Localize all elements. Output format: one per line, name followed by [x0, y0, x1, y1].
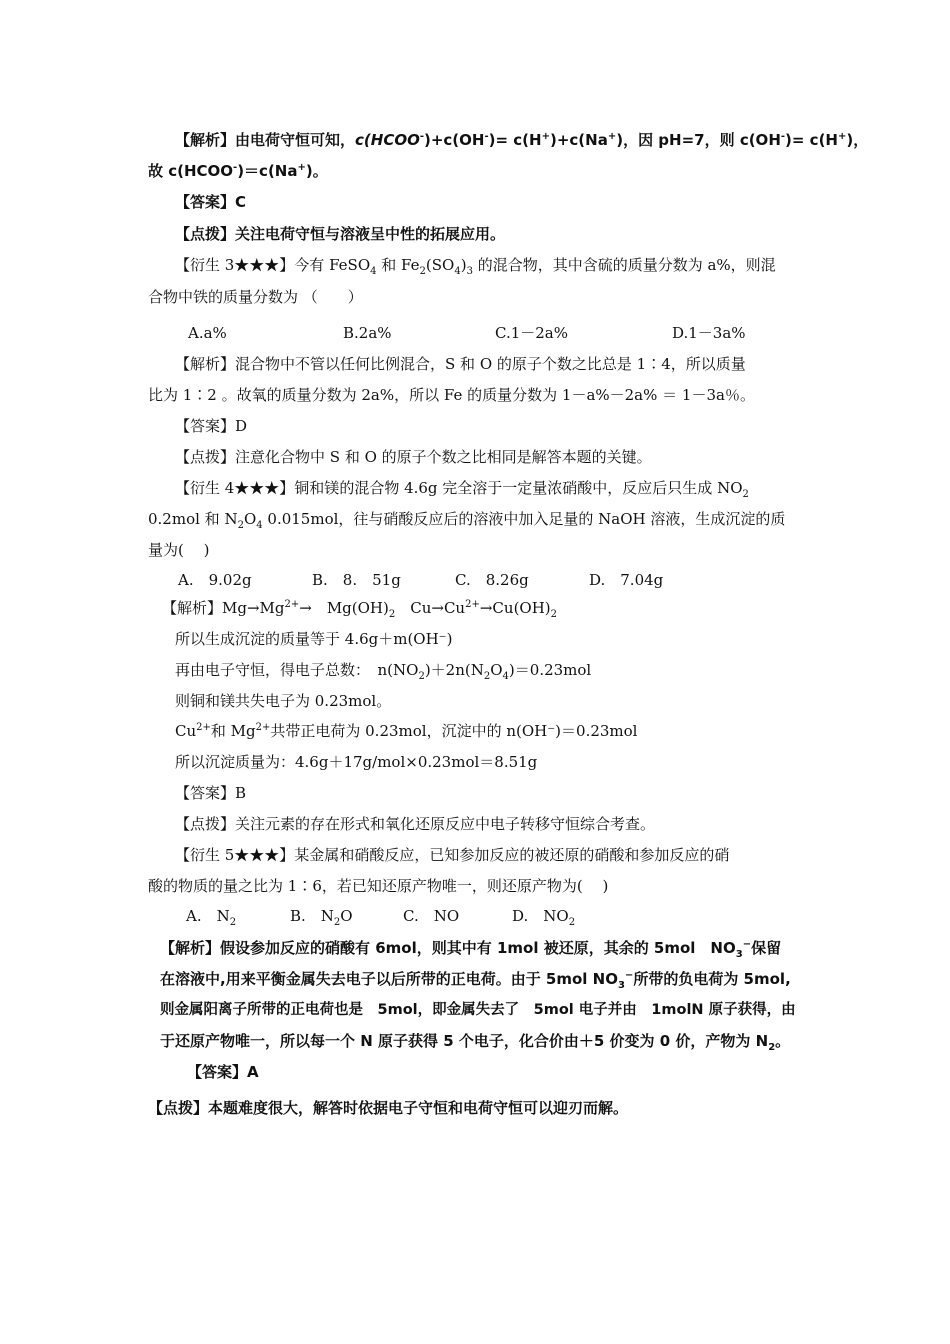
- q4-option-c: C. 8.26g: [455, 571, 529, 589]
- q4-options: [0, 570, 950, 590]
- eq-sup: +: [607, 131, 617, 142]
- q5-stem-line2: 酸的物质的量之比为 1∶6，若已知还原产物唯一，则还原产物为( ): [148, 877, 609, 895]
- q4-an-part: → Mg(OH): [299, 599, 389, 617]
- sec1-answer: 【答案】C: [175, 193, 247, 211]
- q4-option-b: B. 8. 51g: [312, 571, 401, 589]
- q4-stem-part: 0.015mol，往与硝酸反应后的溶液中加入足量的 NaOH 溶液，生成沉淀的质: [262, 510, 786, 528]
- q4-an-part: 和 Mg: [210, 722, 256, 740]
- q4-analysis-line6: 所以沉淀质量为：4.6g＋17g/mol×0.23mol＝8.51g: [175, 753, 538, 771]
- q3-stem-part: 【衍生 3★★★】今有 FeSO: [175, 256, 371, 274]
- eq-part: )。: [305, 162, 328, 180]
- q5-options: [0, 906, 950, 926]
- q5-answer: 【答案】A: [187, 1063, 259, 1081]
- q3-sub: 4: [454, 266, 461, 277]
- q3-option-a: A.a%: [188, 324, 227, 342]
- q5-analysis-line2: [160, 969, 791, 989]
- sec1-analysis-line2: [148, 161, 328, 181]
- q5-analysis-line1: [160, 938, 781, 958]
- q3-sub: 2: [419, 266, 426, 277]
- eq-part: )= c(H: [785, 131, 838, 149]
- q3-sub: 4: [370, 266, 377, 277]
- q4-an-part: )＝0.23mol: [508, 661, 592, 679]
- sec1-analysis-label: 【解析】由电荷守恒可知，: [175, 131, 356, 149]
- q5-analysis-line3: 则金属阳离子所带的正电荷也是 5mol，即金属失去了 5mol 电子并由 1molN 原子获得，由: [160, 1002, 796, 1018]
- q4-tip: 【点拨】关注元素的存在形式和氧化还原反应中电子转移守恒综合考查。: [175, 815, 656, 833]
- q3-option-c: C.1－2a%: [495, 324, 568, 342]
- q3-stem-part: (SO: [425, 256, 455, 274]
- q3-stem-part: 的混合物，其中含硫的质量分数为 a%，则混: [472, 256, 776, 274]
- q4-analysis-line5: [175, 721, 637, 741]
- q4-an-part: O: [490, 661, 503, 679]
- eq-sup: -: [419, 131, 424, 142]
- q5-opt-text: O: [340, 907, 353, 925]
- q5-sup: −: [624, 970, 634, 981]
- q4-sub: 2: [418, 671, 425, 682]
- q5-option-c: C. NO: [403, 907, 460, 925]
- q4-analysis-line3: [175, 660, 591, 680]
- q3-option-b: B.2a%: [343, 324, 392, 342]
- q4-sub: 2: [237, 520, 244, 531]
- sec1-tip: 【点拨】关注电荷守恒与溶液呈中性的拓展应用。: [175, 225, 506, 243]
- q4-an-part: Cu→Cu: [395, 599, 466, 617]
- q3-options: [0, 323, 950, 343]
- q4-answer: 【答案】B: [175, 784, 247, 802]
- q4-sub: 2: [483, 671, 491, 682]
- q3-sub: 3: [466, 266, 473, 277]
- eq-part: )+c(OH: [423, 131, 485, 149]
- eq-part: )+c(Na: [549, 131, 608, 149]
- q4-stem-line1: [175, 478, 749, 498]
- q3-stem-line2: 合物中铁的质量分数为 （ ）: [148, 288, 363, 306]
- q5-sub: 2: [568, 917, 576, 928]
- q4-an-part: 【解析】Mg→Mg: [162, 599, 285, 617]
- q4-an-part: Cu: [175, 722, 197, 740]
- q4-stem-part: 【衍生 4★★★】铜和镁的混合物 4.6g 完全溶于一定量浓硝酸中，反应后只生成 NO: [175, 479, 743, 497]
- q4-option-d: D. 7.04g: [589, 571, 664, 589]
- q5-tip: 【点拨】本题难度很大，解答时依据电子守恒和电荷守恒可以迎刃而解。: [148, 1099, 629, 1117]
- eq-part: 故 c(HCOO: [148, 162, 234, 180]
- q5-sub: 2: [768, 1042, 776, 1053]
- q4-option-a: A. 9.02g: [178, 571, 252, 589]
- eq-part: )，: [846, 131, 869, 149]
- q4-an-part: →Cu(OH): [479, 599, 551, 617]
- q5-sub: 3: [617, 980, 625, 991]
- q5-an-part: 。: [775, 1032, 791, 1050]
- q5-option-b: [290, 906, 353, 926]
- q4-stem-part: O: [243, 510, 257, 528]
- q4-analysis-line4: 则铜和镁共失电子为 0.23mol。: [175, 692, 392, 710]
- q5-sub: 3: [735, 949, 743, 960]
- q3-stem-line1: [175, 255, 776, 275]
- eq-sup: +: [837, 131, 847, 142]
- eq-sup: +: [297, 162, 306, 173]
- q4-sub: 2: [550, 609, 558, 620]
- q3-option-d: D.1－3a%: [672, 324, 746, 342]
- eq-part: c(HCOO: [355, 131, 420, 149]
- eq-sup: -: [484, 131, 489, 142]
- eq-sup: -: [780, 131, 786, 142]
- q3-answer: 【答案】D: [175, 417, 248, 435]
- q4-stem-line3: 量为( ): [148, 541, 210, 559]
- q3-stem-part: ): [460, 256, 467, 274]
- q4-sub: 2: [742, 489, 749, 500]
- q4-sup: 2+: [465, 599, 480, 610]
- q4-stem-line2: [148, 509, 785, 529]
- q4-an-part: 共带正电荷为 0.23mol，沉淀中的 n(OH⁻)＝0.23mol: [270, 722, 638, 740]
- q5-opt-text: A. N: [186, 907, 230, 925]
- q5-opt-text: D. NO: [512, 907, 569, 925]
- q3-stem-part: 和 Fe: [376, 256, 420, 274]
- q5-option-d: [512, 906, 575, 926]
- q4-sup: 2+: [255, 722, 271, 733]
- q3-analysis-line2: 比为 1∶2 。故氧的质量分数为 2a%，所以 Fe 的质量分数为 1－a%－2a% ＝ 1－3a％。: [148, 386, 755, 404]
- q5-analysis-line4: [160, 1031, 790, 1051]
- q4-sup: 2+: [284, 599, 300, 610]
- eq-part: )＝c(Na: [237, 162, 298, 180]
- eq-part: )= c(H: [488, 131, 542, 149]
- q5-an-part: 【解析】假设参加反应的硝酸有 6mol，则其中有 1mol 被还原，其余的 5mol NO: [160, 939, 736, 957]
- q5-sub: 2: [333, 917, 341, 928]
- q5-option-a: [186, 906, 236, 926]
- q5-an-part: 所带的负电荷为 5mol,: [633, 970, 791, 988]
- q5-stem-line1: 【衍生 5★★★】某金属和硝酸反应，已知参加反应的被还原的硝酸和参加反应的硝: [175, 846, 730, 864]
- eq-part: )，因 pH=7，则 c(OH: [616, 131, 781, 149]
- q4-stem-part: 0.2mol 和 N: [148, 510, 238, 528]
- q4-an-part: )＋2n(N: [424, 661, 484, 679]
- q4-sub: 4: [502, 671, 509, 682]
- q4-sub: 4: [256, 520, 263, 531]
- q5-opt-text: B. N: [290, 907, 334, 925]
- q4-analysis-line2: 所以生成沉淀的质量等于 4.6g＋m(OH⁻): [175, 630, 453, 648]
- q3-tip: 【点拨】注意化合物中 S 和 O 的原子个数之比相同是解答本题的关键。: [175, 448, 652, 466]
- q5-an-part: 于还原产物唯一，所以每一个 N 原子获得 5 个电子，化合价由＋5 价变为 0 价，产物为 N: [160, 1032, 769, 1050]
- q5-sup: −: [742, 939, 752, 950]
- q4-sub: 2: [388, 609, 396, 620]
- q5-an-part: 在溶液中,用来平衡金属失去电子以后所带的正电荷。由于 5mol NO: [160, 970, 618, 988]
- q4-sup: 2+: [196, 722, 211, 733]
- q5-sub: 2: [229, 917, 237, 928]
- eq-sup: -: [233, 162, 238, 173]
- q3-analysis-line1: 【解析】混合物中不管以任何比例混合，S 和 O 的原子个数之比总是 1∶4，所以质量: [175, 355, 746, 373]
- q4-an-part: 再由电子守恒，得电子总数： n(NO: [175, 661, 419, 679]
- sec1-analysis-line1: [175, 130, 868, 150]
- q5-an-part: 保留: [751, 939, 782, 957]
- q4-analysis-line1: [162, 598, 557, 618]
- eq-sup: +: [541, 131, 550, 142]
